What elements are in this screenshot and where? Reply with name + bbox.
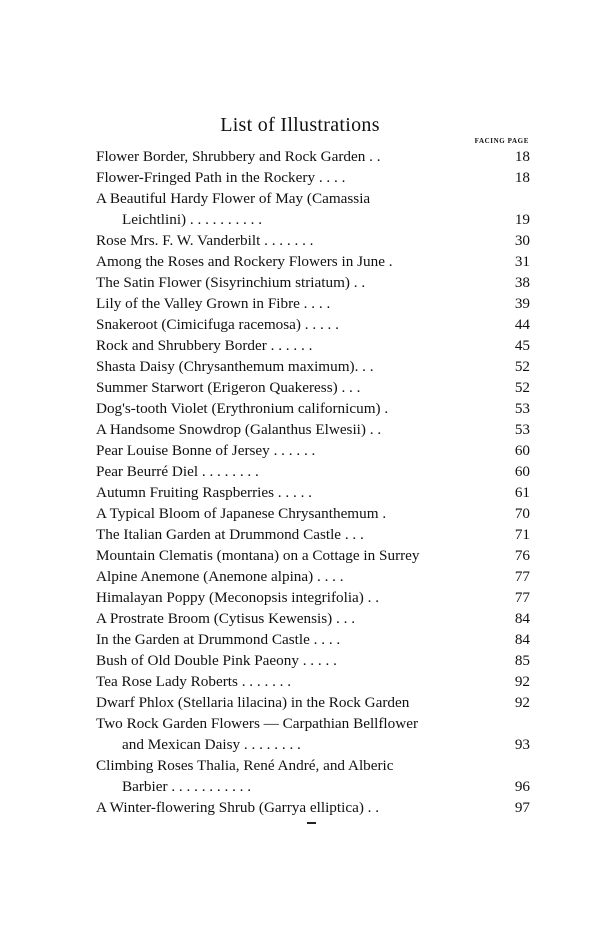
entry-title: Himalayan Poppy (Meconopsis integrifolia) . .: [96, 589, 380, 606]
entry-page-number: 52: [514, 358, 530, 375]
entry-title: Rose Mrs. F. W. Vanderbilt . . . . . . .: [96, 232, 314, 249]
illustration-entry: [96, 230, 530, 251]
entry-title: A Beautiful Hardy Flower of May (Camassia: [96, 190, 371, 207]
entry-title: Rock and Shrubbery Border . . . . . .: [96, 337, 313, 354]
entry-title: Among the Roses and Rockery Flowers in June .: [96, 253, 393, 270]
facing-page-header: FACING PAGE: [474, 137, 529, 145]
entry-title: Climbing Roses Thalia, René André, and Alberic: [96, 757, 394, 774]
entry-page-number: 77: [514, 568, 530, 585]
entry-page-number: 45: [514, 337, 530, 354]
entry-page-number: 70: [514, 505, 530, 522]
entry-title: Dog's-tooth Violet (Erythronium californicum) .: [96, 400, 389, 417]
entry-title: Flower Border, Shrubbery and Rock Garden . .: [96, 148, 381, 165]
illustration-entry: [96, 167, 530, 188]
entry-title: Alpine Anemone (Anemone alpina) . . . .: [96, 568, 344, 585]
illustration-entry: [96, 440, 530, 461]
entry-title: Mountain Clematis (montana) on a Cottage in Surrey: [96, 547, 420, 564]
entry-title: A Handsome Snowdrop (Galanthus Elwesii) . .: [96, 421, 382, 438]
entry-page-number: 30: [514, 232, 530, 249]
illustration-entry: [96, 566, 530, 587]
entry-title: Flower-Fringed Path in the Rockery . . . .: [96, 169, 346, 186]
illustration-entry: [96, 146, 530, 167]
entry-title: Tea Rose Lady Roberts . . . . . . .: [96, 673, 292, 690]
illustration-entry: [96, 293, 530, 314]
illustration-entry: [96, 755, 530, 797]
illustration-entry: [96, 188, 530, 230]
entry-page-number: 77: [514, 589, 530, 606]
page-title: List of Illustrations: [220, 114, 380, 136]
entry-page-number: 18: [514, 148, 530, 165]
entry-title: Summer Starwort (Erigeron Quakeress) . . .: [96, 379, 361, 396]
entry-page-number: 61: [514, 484, 530, 501]
entry-page-number: 96: [514, 778, 530, 795]
illustration-entry: [96, 314, 530, 335]
entry-title: Two Rock Garden Flowers — Carpathian Bellflower: [96, 715, 419, 732]
illustration-entry: [96, 608, 530, 629]
entry-title: A Winter-flowering Shrub (Garrya elliptica) . .: [96, 799, 380, 816]
entry-page-number: 53: [514, 400, 530, 417]
illustration-entry: [96, 461, 530, 482]
entry-title: Autumn Fruiting Raspberries . . . . .: [96, 484, 312, 501]
entry-page-number: 31: [514, 253, 530, 270]
entry-title-continuation: and Mexican Daisy . . . . . . . .: [122, 736, 301, 753]
entry-page-number: 60: [514, 442, 530, 459]
entry-title: Shasta Daisy (Chrysanthemum maximum). . .: [96, 358, 374, 375]
entry-page-number: 38: [514, 274, 530, 291]
entry-page-number: 53: [514, 421, 530, 438]
entry-page-number: 76: [514, 547, 530, 564]
entry-title: A Typical Bloom of Japanese Chrysanthemum .: [96, 505, 387, 522]
illustration-entry: [96, 419, 530, 440]
illustration-entry: [96, 482, 530, 503]
entry-title: Pear Beurré Diel . . . . . . . .: [96, 463, 259, 480]
entry-page-number: 97: [514, 799, 530, 816]
illustration-entry: [96, 398, 530, 419]
entry-title: Dwarf Phlox (Stellaria lilacina) in the Rock Garden: [96, 694, 410, 711]
illustration-entry: [96, 692, 530, 713]
entry-title: The Italian Garden at Drummond Castle . . .: [96, 526, 364, 543]
illustration-entry: [96, 524, 530, 545]
entry-title: Bush of Old Double Pink Paeony . . . . .: [96, 652, 337, 669]
illustration-entry: [96, 587, 530, 608]
entry-page-number: 84: [514, 610, 530, 627]
entry-title: Pear Louise Bonne of Jersey . . . . . .: [96, 442, 316, 459]
illustration-entry: [96, 356, 530, 377]
illustration-entry: [96, 272, 530, 293]
entry-page-number: 85: [514, 652, 530, 669]
illustration-entry: [96, 797, 530, 818]
illustration-entry: [96, 503, 530, 524]
entry-page-number: 39: [514, 295, 530, 312]
illustration-entry: [96, 251, 530, 272]
end-dash: [307, 822, 316, 824]
illustration-entry: [96, 377, 530, 398]
entry-title: Lily of the Valley Grown in Fibre . . . .: [96, 295, 331, 312]
entry-page-number: 44: [514, 316, 530, 333]
entry-title-continuation: Leichtlini) . . . . . . . . . .: [122, 211, 263, 228]
entry-page-number: 60: [514, 463, 530, 480]
illustration-entry: [96, 545, 530, 566]
entry-page-number: 52: [514, 379, 530, 396]
illustration-entry: [96, 650, 530, 671]
entry-page-number: 18: [514, 169, 530, 186]
illustration-entry: [96, 671, 530, 692]
entry-page-number: 92: [514, 673, 530, 690]
entry-page-number: 19: [514, 211, 530, 228]
entry-page-number: 92: [514, 694, 530, 711]
entry-title: A Prostrate Broom (Cytisus Kewensis) . . .: [96, 610, 356, 627]
entry-page-number: 71: [514, 526, 530, 543]
illustration-entry: [96, 713, 530, 755]
illustration-entry: [96, 629, 530, 650]
illustrations-list: [96, 146, 530, 818]
illustration-entry: [96, 335, 530, 356]
entry-page-number: 84: [514, 631, 530, 648]
entry-title-continuation: Barbier . . . . . . . . . . .: [122, 778, 252, 795]
entry-title: The Satin Flower (Sisyrinchium striatum) . .: [96, 274, 366, 291]
entry-title: Snakeroot (Cimicifuga racemosa) . . . . .: [96, 316, 339, 333]
entry-page-number: 93: [514, 736, 530, 753]
entry-title: In the Garden at Drummond Castle . . . .: [96, 631, 341, 648]
